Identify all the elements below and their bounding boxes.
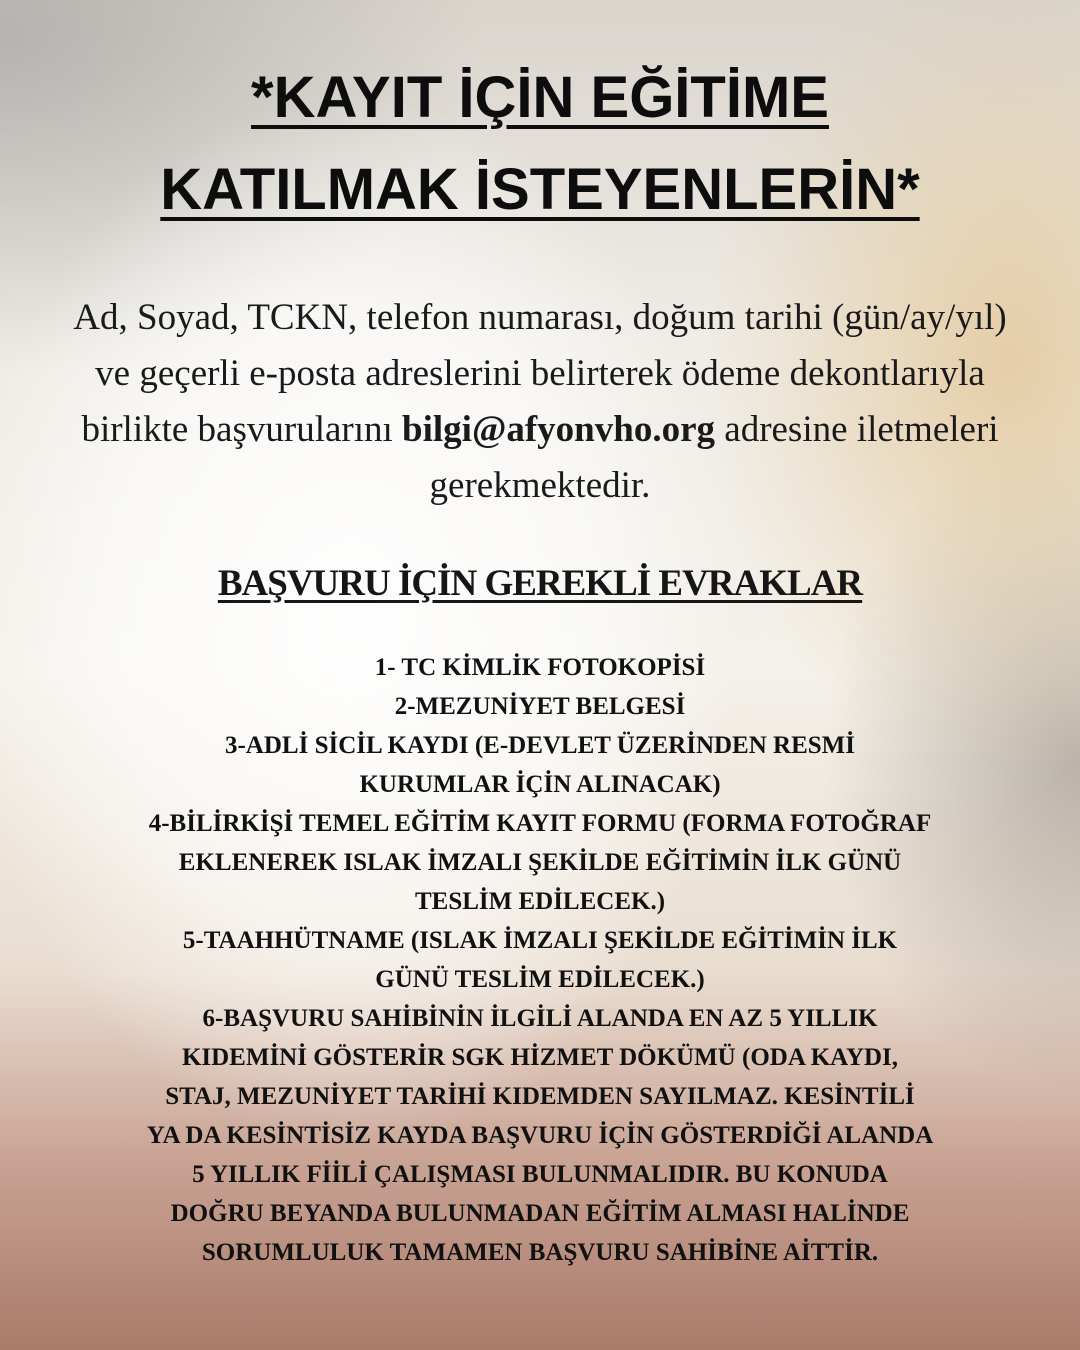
intro-line-3-before: birlikte başvurularını [81,409,403,450]
document-item-6 [40,999,1040,1272]
document-item-4-line-2: EKLENEREK ISLAK İMZALI ŞEKİLDE EĞİTİMİN İLK GÜNÜ [178,849,902,876]
title-line-2: KATILMAK İSTEYENLERİN* [160,157,920,222]
intro-line-3 [0,402,1080,458]
document-item-6-line-2: KIDEMİNİ GÖSTERİR SGK HİZMET DÖKÜMÜ (ODA KAYDI, [181,1044,899,1071]
document-item-3 [40,726,1040,804]
document-item-4-line-1: 4-BİLİRKİŞİ TEMEL EĞİTİM KAYIT FORMU (FORMA FOTOĞRAF [148,810,932,837]
document-item-6-line-6: DOĞRU BEYANDA BULUNMADAN EĞİTİM ALMASI HALİNDE [170,1200,910,1227]
document-item-6-line-4: YA DA KESİNTİSİZ KAYDA BAŞVURU İÇİN GÖSTERDİĞİ ALANDA [146,1122,934,1149]
document-item-3-line-1: 3-ADLİ SİCİL KAYDI (E-DEVLET ÜZERİNDEN RESMİ [224,732,855,759]
intro-line-1: Ad, Soyad, TCKN, telefon numarası, doğum tarihi (gün/ay/yıl) [73,297,1007,338]
document-item-5 [40,921,1040,999]
intro-paragraph [0,290,1080,514]
intro-line-4: gerekmektedir. [429,465,651,506]
title-line-1: *KAYIT İÇİN EĞİTİME [251,65,829,130]
document-item-1 [40,648,1040,687]
document-item-1-line-1: 1- TC KİMLİK FOTOKOPİSİ [374,654,706,681]
email-address: bilgi@afyonvho.org [402,409,716,450]
document-item-2 [40,687,1040,726]
document-item-6-line-1: 6-BAŞVURU SAHİBİNİN İLGİLİ ALANDA EN AZ 5 YILLIK [202,1005,878,1032]
intro-line-2: ve geçerli e-posta adreslerini belirterek ödeme dekontlarıyla [95,353,985,394]
document-item-4-line-3: TESLİM EDİLECEK.) [414,888,666,915]
document-item-4 [40,804,1040,921]
document-item-5-line-1: 5-TAAHHÜTNAME (ISLAK İMZALI ŞEKİLDE EĞİTİMİN İLK [182,927,898,954]
document-item-2-line-1: 2-MEZUNİYET BELGESİ [394,693,686,720]
required-documents-list [40,648,1040,1272]
intro-line-3-after: adresine iletmeleri [715,409,999,450]
page-title [40,52,1040,236]
document-item-6-line-5: 5 YILLIK FİİLİ ÇALIŞMASI BULUNMALIDIR. BU KONUDA [192,1161,888,1188]
section-heading: BAŞVURU İÇİN GEREKLİ EVRAKLAR [217,563,863,604]
document-item-3-line-2: KURUMLAR İÇİN ALINACAK) [359,771,721,798]
document-item-6-line-7: SORUMLULUK TAMAMEN BAŞVURU SAHİBİNE AİTTİR. [201,1239,879,1266]
document-item-6-line-3: STAJ, MEZUNİYET TARİHİ KIDEMDEN SAYILMAZ. KESİNTİLİ [165,1083,915,1110]
document-item-5-line-2: GÜNÜ TESLİM EDİLECEK.) [375,966,705,993]
